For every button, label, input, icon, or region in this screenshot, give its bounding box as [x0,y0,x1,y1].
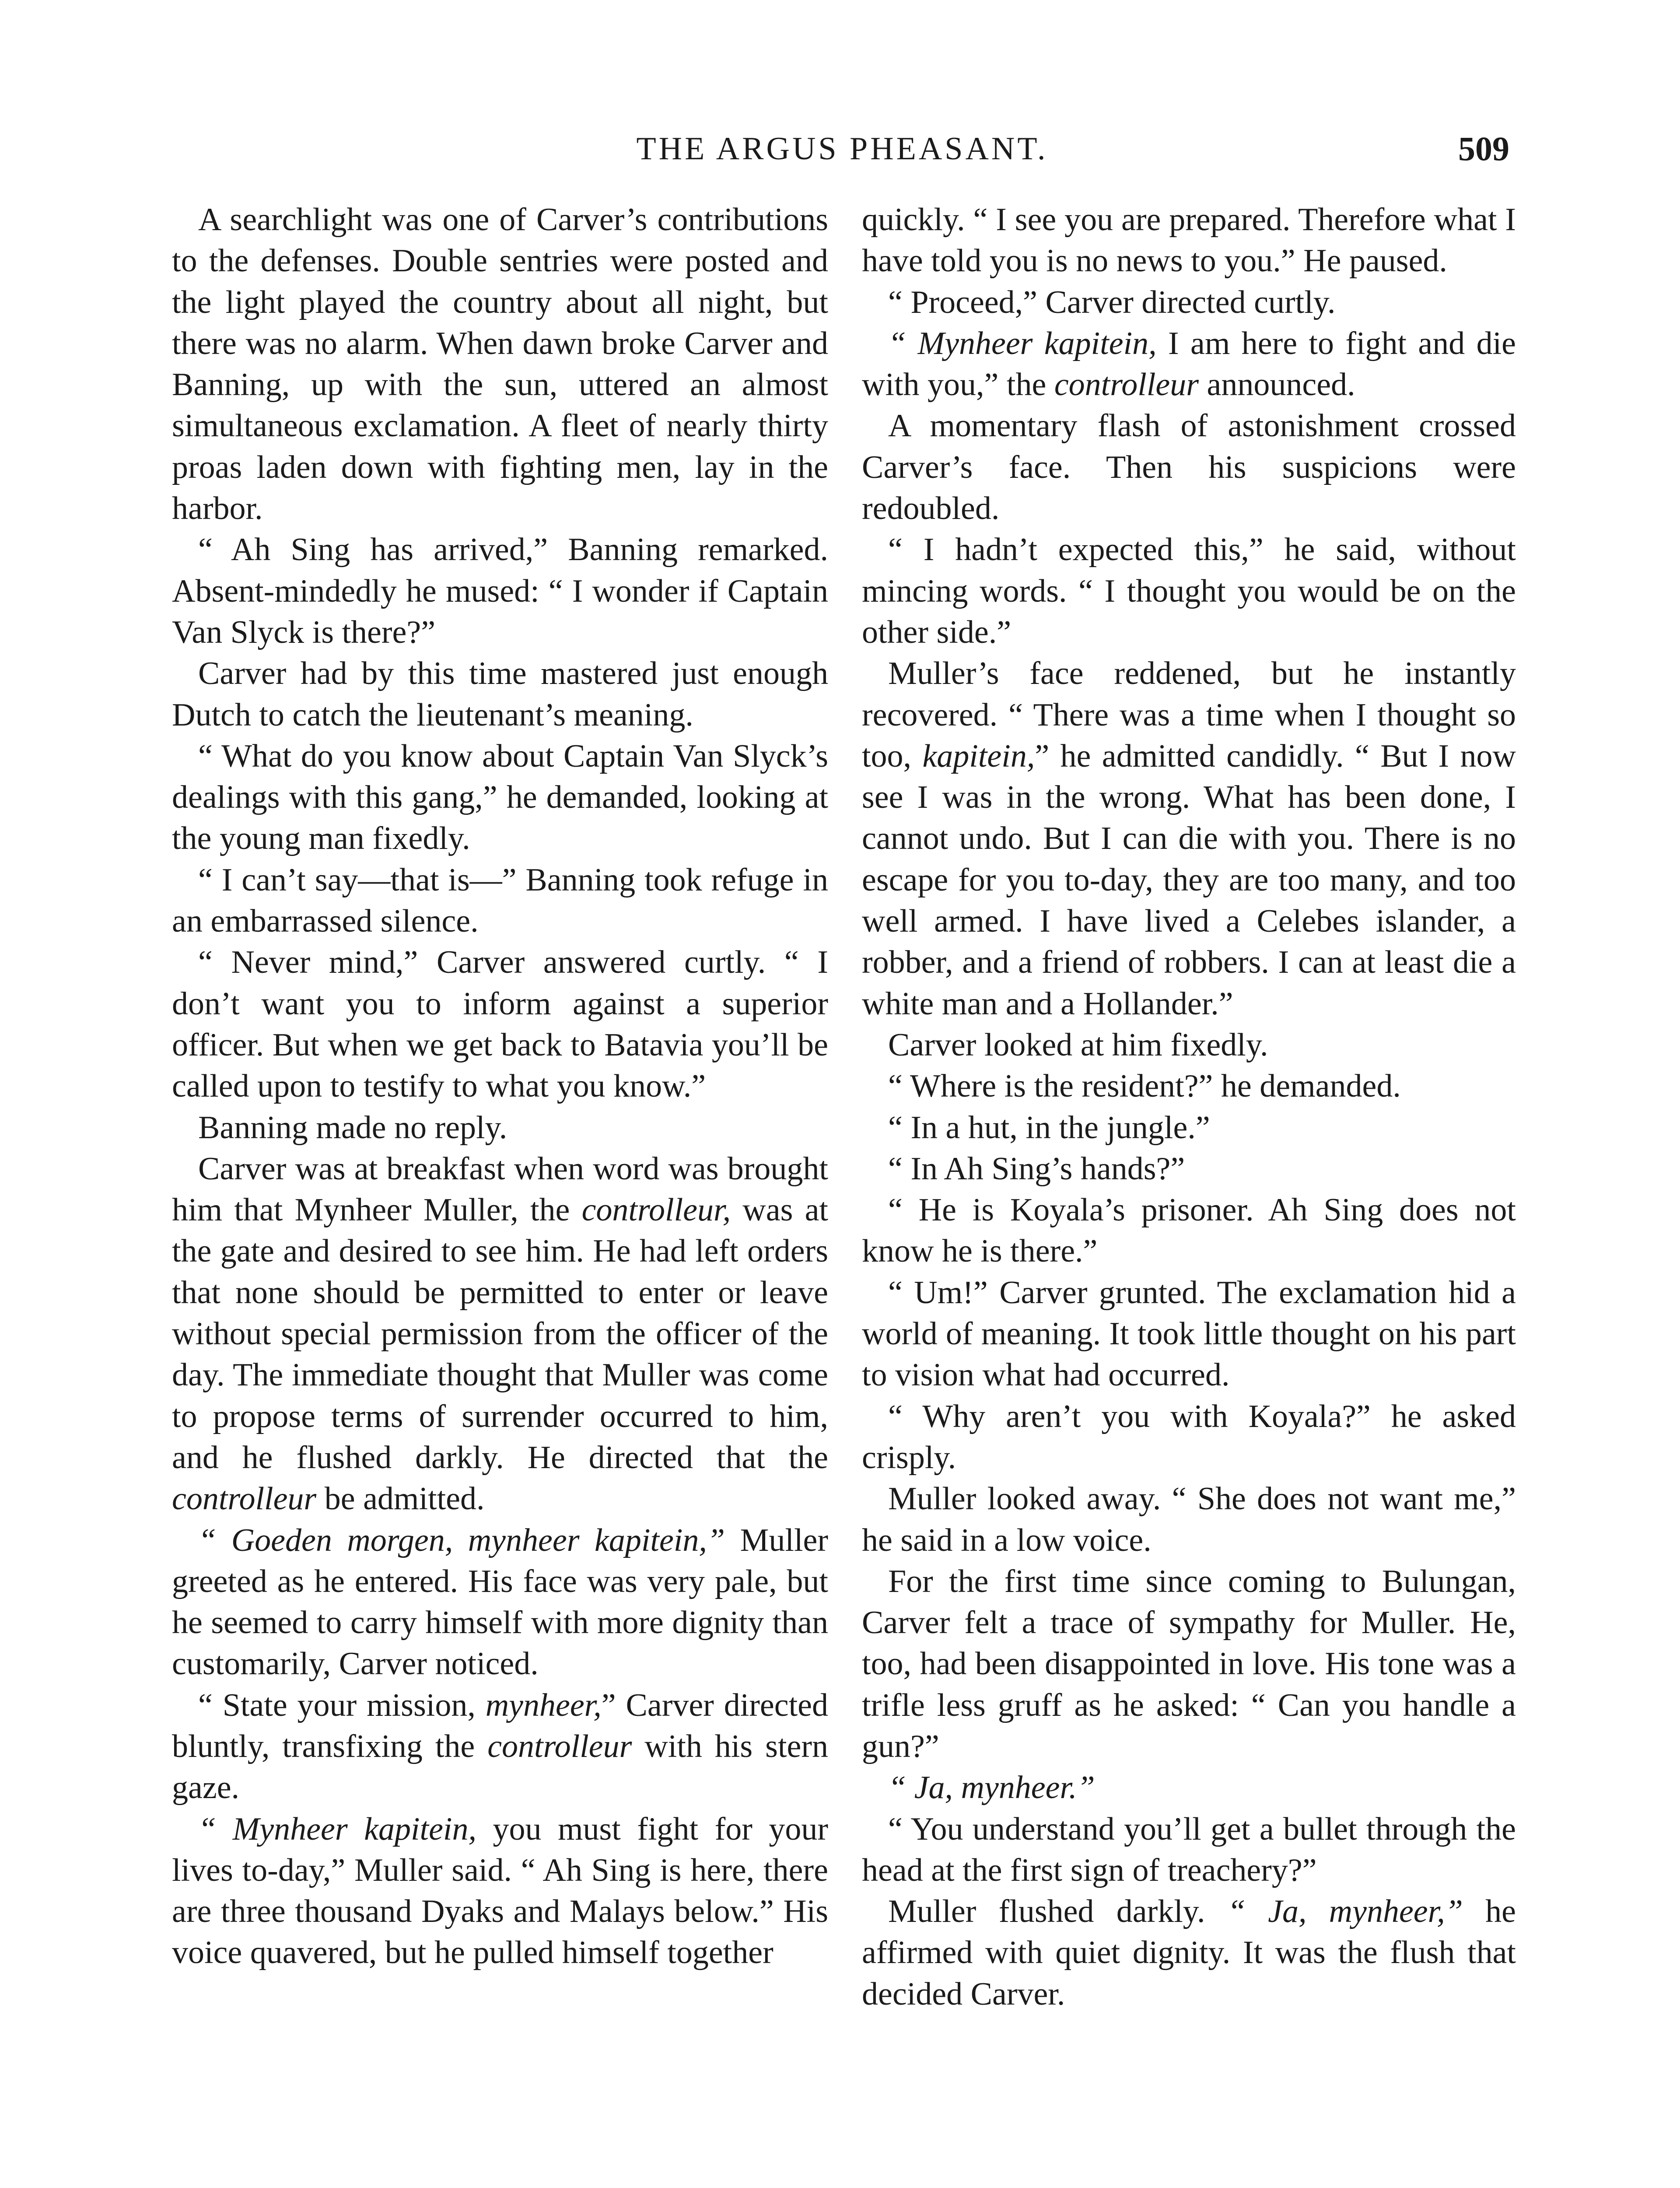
text-run: “ You understand you’ll get a bullet through the head at the first sign of treachery?” [862,1811,1516,1888]
left-text-column [172,199,828,1974]
italic-text: controlleur [487,1728,632,1764]
text-run: was at the gate and desired to see him. He had left orders that none should be permitted to enter or leave without special permission from the officer of the day. The immediate thought that Muller was come to propose terms of surrender occurred to him, and he flushed darkly. He directed that the [172,1192,828,1476]
paragraph [172,942,828,1107]
text-run: “ In a hut, in the jungle.” [888,1109,1210,1146]
paragraph [172,529,828,653]
text-run: he affirmed with quiet dignity. It was the flush that decided Carver. [862,1893,1516,2012]
paragraph [862,1066,1516,1107]
paragraph [862,1189,1516,1272]
paragraph [862,653,1516,1024]
italic-text: “ Ja, mynheer,” [1227,1893,1463,1930]
text-run: quickly. “ I see you are prepared. Therefore what I have told you is no news to you.” He paused. [862,202,1516,279]
page-number: 509 [1458,130,1509,168]
page-header [175,127,1509,184]
text-run: you must fight for your lives to-day,” Muller said. “ Ah Sing is here, there are three thousand Dyaks and Malays below.” His voice quavered, but he pulled himself together [172,1811,828,1971]
paragraph [862,323,1516,406]
text-run: I am here to fight and die with you,” the [862,325,1516,403]
text-run: Carver looked at him fixedly. [888,1027,1268,1063]
text-run: A momentary flash of astonishment crossed Carver’s face. Then his suspicions were redoubled. [862,408,1516,527]
paragraph [862,1024,1516,1066]
paragraph [172,653,828,736]
paragraph [862,282,1516,323]
text-run: ” Carver directed bluntly, transfixing the [172,1687,828,1764]
text-run: “ Why aren’t you with Koyala?” he asked crisply. [862,1398,1516,1476]
text-run: “ State your mission, [198,1687,486,1723]
text-run: Muller’s face reddened, but he instantly recovered. “ There was a time when I thought so too, [862,656,1516,774]
text-run: “ Um!” Carver grunted. The exclamation hid a world of meaning. It took little thought on his part to vision what had occurred. [862,1274,1516,1393]
italic-text: “ Ja, mynheer.” [888,1770,1095,1806]
paragraph [862,1272,1516,1396]
paragraph [172,1685,828,1809]
paragraph [862,1148,1516,1189]
paragraph [862,1561,1516,1767]
paragraph [862,1767,1516,1808]
italic-text: controlleur, [581,1192,731,1228]
italic-text: controlleur [1054,367,1199,403]
text-run: “ I can’t say—that is—” Banning took refuge in an embarrassed silence. [172,862,828,940]
paragraph [862,1107,1516,1148]
text-run: announced. [1199,367,1355,403]
text-run: “ Proceed,” Carver directed curtly. [888,284,1336,320]
paragraph [862,199,1516,282]
text-run: Muller looked away. “ She does not want me,” he said in a low voice. [862,1481,1516,1558]
running-title: THE ARGUS PHEASANT. [636,131,1048,167]
italic-text: “ Mynheer kapitein, [888,325,1157,361]
text-run: Banning made no reply. [198,1109,508,1146]
paragraph [172,199,828,529]
paragraph [172,736,828,859]
paragraph [862,529,1516,653]
paragraph [862,405,1516,529]
text-run: be admitted. [316,1481,485,1517]
paragraph [172,1148,828,1520]
italic-text: “ Goeden morgen, mynheer kapitein,” [198,1522,725,1558]
italic-text: controlleur [172,1481,317,1517]
italic-text: “ Mynheer kapitein, [198,1811,476,1847]
text-run: “ Ah Sing has arrived,” Banning remarked. Absent-mindedly he mused: “ I wonder if Captain Van Slyck is there?” [172,532,828,650]
paragraph [172,859,828,942]
paragraph [172,1809,828,1974]
text-run: “ Never mind,” Carver answered curtly. “ I don’t want you to inform against a superior officer. But when we get back to Batavia you’ll be called upon to testify to what you know.” [172,944,828,1105]
text-run: Muller flushed darkly. [888,1893,1228,1930]
text-run: “ Where is the resident?” he demanded. [888,1068,1401,1105]
italic-text: kapitein, [922,738,1035,774]
paragraph [862,1809,1516,1891]
paragraph [862,1478,1516,1561]
paragraph [862,1396,1516,1479]
text-run: Muller greeted as he entered. His face was very pale, but he seemed to carry himself with more dignity than customarily, Carver noticed. [172,1522,829,1682]
text-run: Carver had by this time mastered just enough Dutch to catch the lieutenant’s meaning. [172,656,828,733]
text-run: Carver was at breakfast when word was brought him that Mynheer Muller, the [172,1150,828,1228]
text-run: “ What do you know about Captain Van Slyck’s dealings with this gang,” he demanded, looking at the young man fixedly. [172,738,828,857]
text-run: with his stern gaze. [172,1728,828,1806]
text-run: A searchlight was one of Carver’s contributions to the defenses. Double sentries were posted and the light played the country about all night, but there was no alarm. When dawn broke Carver and Banning, up with the sun, uttered an almost simultaneous exclamation. A fleet of nearly thirty proas laden down with fighting men, lay in the harbor. [172,202,828,527]
paragraph [172,1107,828,1148]
paragraph [172,1520,828,1685]
text-run: For the first time since coming to Bulungan, Carver felt a trace of sympathy for Muller. He, too, had been disappointed in love. His tone was a trifle less gruff as he asked: “ Can you handle a gun?” [862,1563,1516,1764]
italic-text: mynheer, [485,1687,602,1723]
text-run: “ He is Koyala’s prisoner. Ah Sing does not know he is there.” [862,1192,1516,1269]
right-text-column [862,199,1516,2015]
text-run: ” he admitted candidly. “ But I now see I was in the wrong. What has been done, I cannot undo. But I can die with you. There is no escape for you to-day, they are too many, and too well armed. I have lived a Celebes islander, a robber, and a friend of robbers. I can at least die a white man and a Hollander.” [862,738,1516,1022]
text-run: “ In Ah Sing’s hands?” [888,1150,1185,1187]
paragraph [862,1891,1516,2015]
text-run: “ I hadn’t expected this,” he said, without mincing words. “ I thought you would be on the other side.” [862,532,1516,650]
